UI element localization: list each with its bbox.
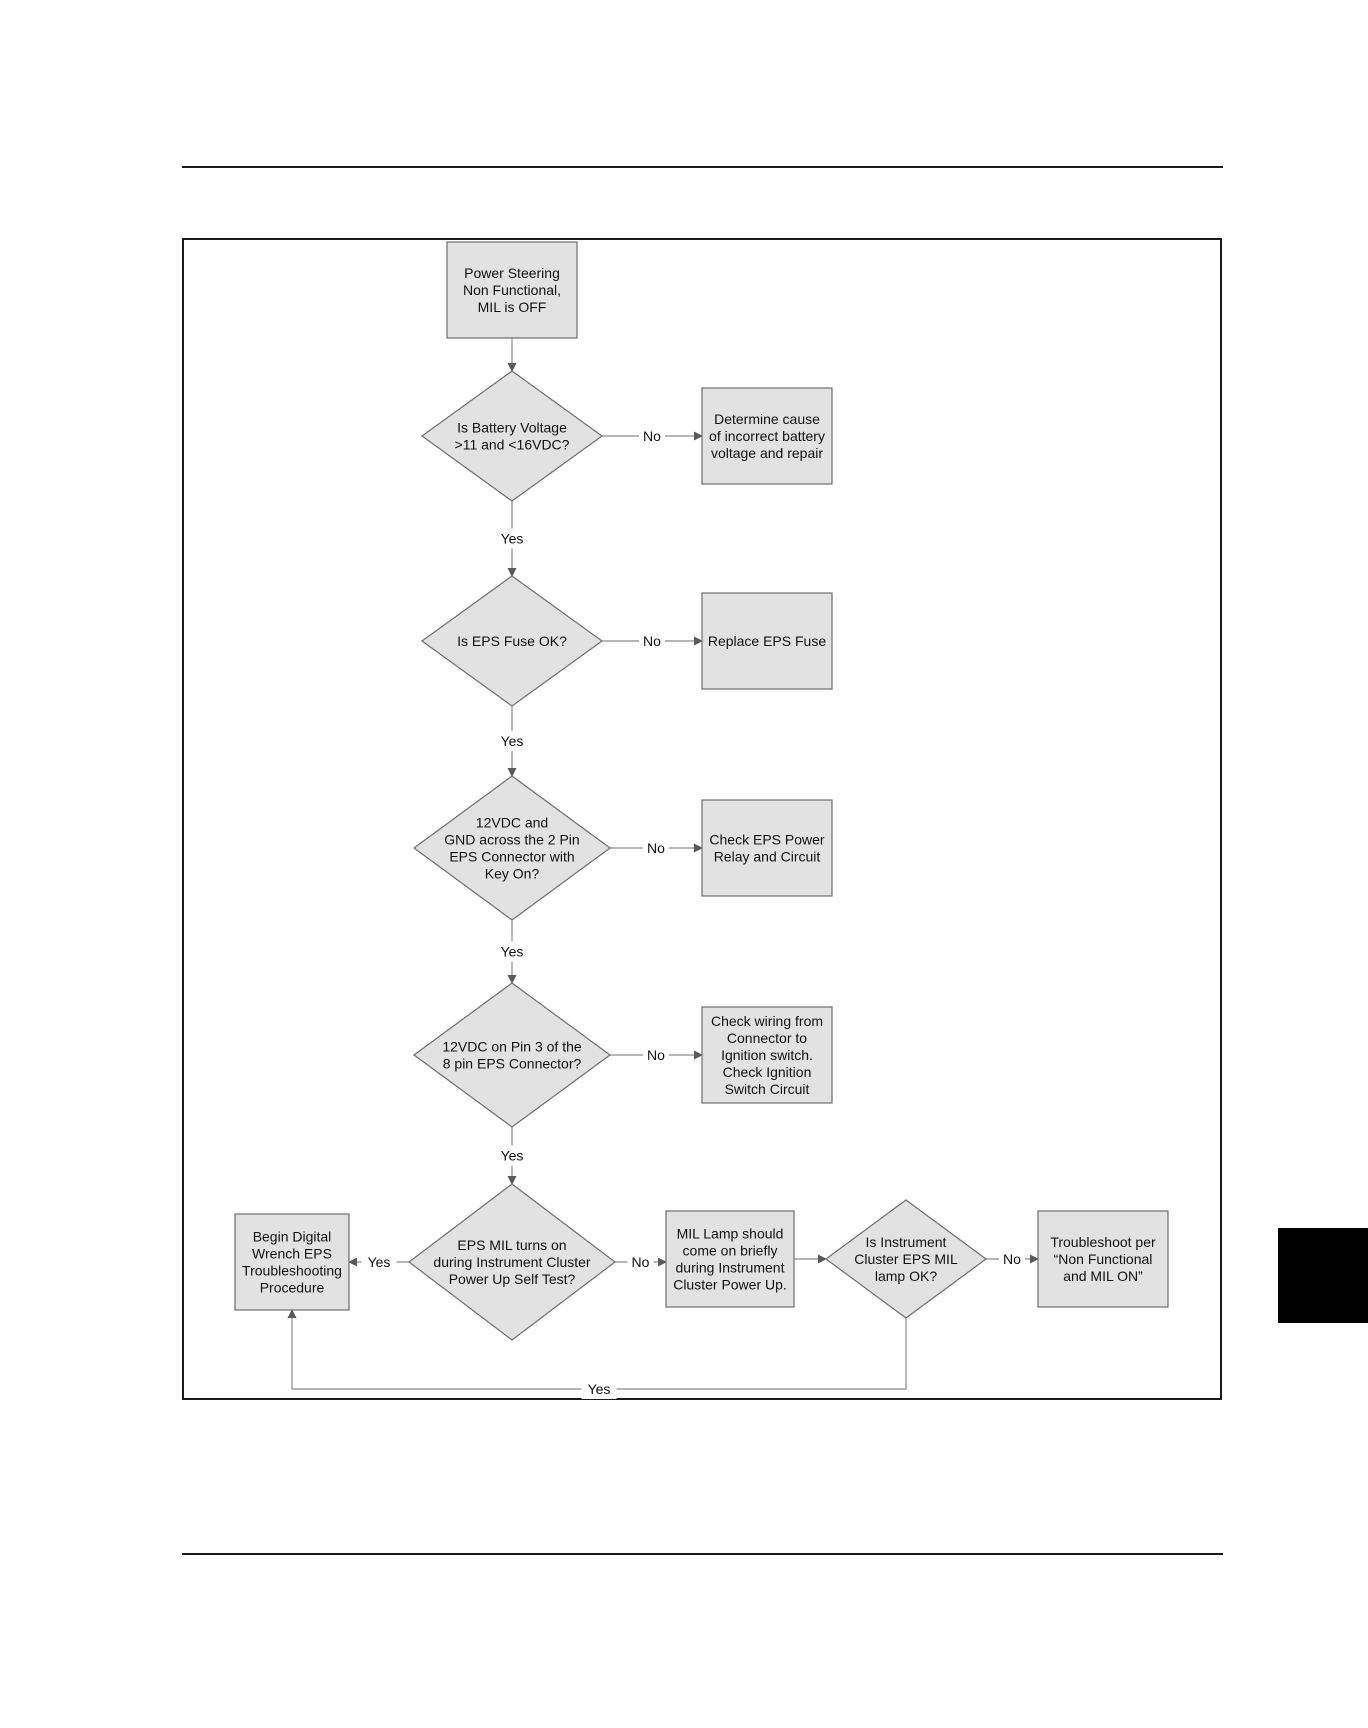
node-text-line: Is Battery Voltage bbox=[457, 419, 567, 436]
node-text-line: during Instrument Cluster bbox=[433, 1254, 591, 1270]
node-q_fuse bbox=[422, 576, 602, 706]
node-q_pin3 bbox=[414, 983, 610, 1127]
node-text-line: Determine cause bbox=[714, 411, 820, 427]
node-text-line: 12VDC and bbox=[475, 814, 549, 831]
node-text-line: 12VDC on Pin 3 of the bbox=[442, 1038, 582, 1055]
node-text-line: Is EPS Fuse OK? bbox=[457, 633, 567, 649]
node-text-line: Is Instrument bbox=[865, 1234, 947, 1250]
edge-label: No bbox=[631, 1254, 650, 1270]
node-text-line: Procedure bbox=[259, 1279, 325, 1296]
node-text-line: >11 and <16VDC? bbox=[454, 436, 570, 453]
edge-label: Yes bbox=[500, 943, 524, 960]
node-start bbox=[447, 242, 577, 338]
node-text-line: Check Ignition bbox=[722, 1064, 812, 1080]
edge-label: Yes bbox=[500, 733, 524, 749]
edge-label: No bbox=[643, 428, 661, 444]
node-q_mil bbox=[409, 1184, 615, 1340]
node-begin_dw bbox=[235, 1214, 349, 1310]
node-troubleshoot bbox=[1038, 1211, 1168, 1307]
node-text-line: Begin Digital bbox=[252, 1228, 332, 1245]
node-text-line: Check EPS Power bbox=[709, 831, 825, 848]
node-text-line: of incorrect battery bbox=[709, 428, 825, 444]
edge-label: Yes bbox=[500, 530, 524, 547]
node-text-line: and MIL ON” bbox=[1063, 1268, 1143, 1284]
node-text-line: “Non Functional bbox=[1053, 1251, 1153, 1267]
node-q_battery bbox=[422, 371, 602, 501]
node-text-line: Cluster EPS MIL bbox=[854, 1251, 958, 1267]
node-q_2pin bbox=[414, 776, 610, 920]
edge-q_lamp-to-begin_dw bbox=[292, 1310, 906, 1389]
node-text-line: Relay and Circuit bbox=[713, 848, 821, 865]
edge-label: Yes bbox=[500, 1147, 524, 1164]
edge-label: Yes bbox=[367, 1254, 391, 1270]
node-text-line: Ignition switch. bbox=[721, 1047, 813, 1063]
node-text-line: come on briefly bbox=[682, 1242, 778, 1259]
node-fix_fuse bbox=[702, 593, 832, 689]
node-text-line: voltage and repair bbox=[710, 445, 824, 461]
node-text-line: 8 pin EPS Connector? bbox=[442, 1055, 582, 1072]
node-text-line: Replace EPS Fuse bbox=[707, 633, 827, 649]
node-text-line: EPS MIL turns on bbox=[457, 1237, 567, 1253]
node-text-line: Connector to bbox=[726, 1030, 808, 1046]
node-text-line: Check wiring from bbox=[710, 1013, 824, 1029]
node-text-line: Key On? bbox=[484, 865, 540, 882]
node-text-line: Cluster Power Up. bbox=[673, 1276, 787, 1293]
node-mil_lamp bbox=[666, 1211, 794, 1307]
edge-label: No bbox=[647, 840, 665, 856]
node-text-line: Troubleshooting bbox=[242, 1262, 342, 1279]
node-fix_battery bbox=[702, 388, 832, 484]
edge-label: No bbox=[643, 633, 661, 649]
node-q_lamp bbox=[826, 1200, 986, 1318]
node-text-line: lamp OK? bbox=[874, 1268, 938, 1284]
node-text-line: GND across the 2 Pin bbox=[444, 831, 580, 848]
node-text-line: during Instrument bbox=[675, 1259, 785, 1276]
edge-label: Yes bbox=[587, 1381, 611, 1397]
edge-label: No bbox=[647, 1047, 665, 1063]
node-text-line: EPS Connector with bbox=[449, 848, 575, 865]
node-fix_relay bbox=[702, 800, 832, 896]
node-text-line: MIL is OFF bbox=[477, 299, 547, 315]
edge-label: No bbox=[1003, 1251, 1021, 1267]
node-text-line: MIL Lamp should bbox=[676, 1225, 784, 1242]
node-fix_wiring bbox=[702, 1007, 832, 1103]
node-text-line: Power Steering bbox=[464, 265, 560, 281]
node-text-line: Non Functional, bbox=[462, 282, 562, 298]
node-text-line: Troubleshoot per bbox=[1050, 1234, 1156, 1250]
node-text-line: Switch Circuit bbox=[724, 1081, 810, 1097]
node-text-line: Power Up Self Test? bbox=[448, 1271, 576, 1287]
node-text-line: Wrench EPS bbox=[252, 1245, 332, 1262]
